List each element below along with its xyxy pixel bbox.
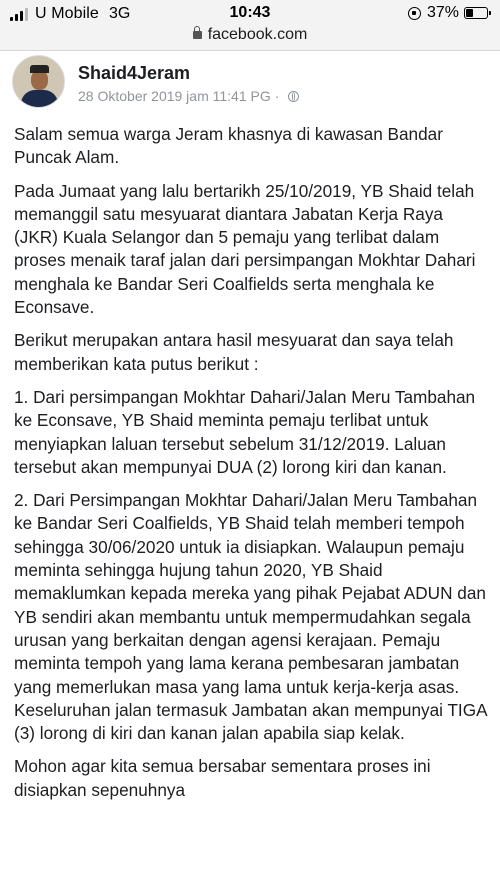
avatar[interactable]	[12, 55, 65, 108]
post-paragraph: 2. Dari Persimpangan Mokhtar Dahari/Jalan Meru Tambahan ke Bandar Seri Coalfields, YB Shaid telah memberi tempoh sehingga 30/06/2020 untuk ia disiapkan. Walaupun pemaju meminta sehingga hujung tahun 2020, YB Shaid memaklumkan kepada mereka yang pihak Pejabat ADUN dan YB sendiri akan membantu untuk mempermudahkan segala urusan yang berkaitan dengan agensi kerajaan. Pemaju meminta tempoh yang lama kerana pembesaran jambatan yang memerlukan masa yang lama untuk kerja-kerja asas. Keseluruhan jalan termasuk Jambatan akan mempunyai TIGA (3) lorong di kiri dan kanan jalan apabila siap kelak.	[14, 490, 487, 744]
post-paragraph: 1. Dari persimpangan Mokhtar Dahari/Jalan Meru Tambahan ke Econsave, YB Shaid meminta pemaju terlibat untuk menyiapkan laluan tersebut sebelum 31/12/2019. Laluan tersebut akan mempunyai DUA (2) lorong kiri dan kanan.	[14, 386, 476, 477]
battery-icon	[464, 7, 488, 19]
url-text: facebook.com	[207, 26, 308, 43]
battery-percent: 37%	[426, 4, 459, 21]
post-paragraph: Pada Jumaat yang lalu bertarikh 25/10/2019, YB Shaid telah memanggil satu mesyuarat diantara Jabatan Kerja Raya (JKR) Kuala Selangor dan 5 pemaju yang terlibat dalam proses menaik taraf jalan dari persimpangan Mokhtar Dahari menghala ke Bandar Seri Coalfields serta menghala ke Econsave.	[14, 180, 476, 318]
post-body	[14, 123, 488, 812]
author-name[interactable]: Shaid4Jeram	[78, 63, 191, 83]
status-time: 10:43	[229, 4, 271, 21]
post-meta	[78, 88, 299, 104]
post-paragraph: Berikut merupakan antara hasil mesyuarat dan saya telah memberikan kata putus berikut :	[14, 330, 454, 374]
rotation-lock-icon	[408, 7, 421, 20]
address-bar[interactable]	[0, 26, 500, 44]
post-timestamp[interactable]: 28 Oktober 2019 jam 11:41 PG	[78, 88, 271, 104]
post-paragraph: Salam semua warga Jeram khasnya di kawasan Bandar Puncak Alam.	[14, 124, 443, 168]
post-header	[12, 55, 488, 111]
meta-separator: ·	[274, 88, 280, 104]
status-bar	[0, 0, 500, 51]
status-right	[408, 4, 488, 22]
padlock-icon	[193, 31, 202, 39]
carrier-name: U Mobile	[35, 5, 99, 22]
post-paragraph: Mohon agar kita semua bersabar sementara proses ini disiapkan sepenuhnya	[14, 756, 431, 800]
globe-icon	[288, 91, 299, 102]
network-type: 3G	[108, 5, 131, 22]
battery-fill	[466, 9, 473, 17]
